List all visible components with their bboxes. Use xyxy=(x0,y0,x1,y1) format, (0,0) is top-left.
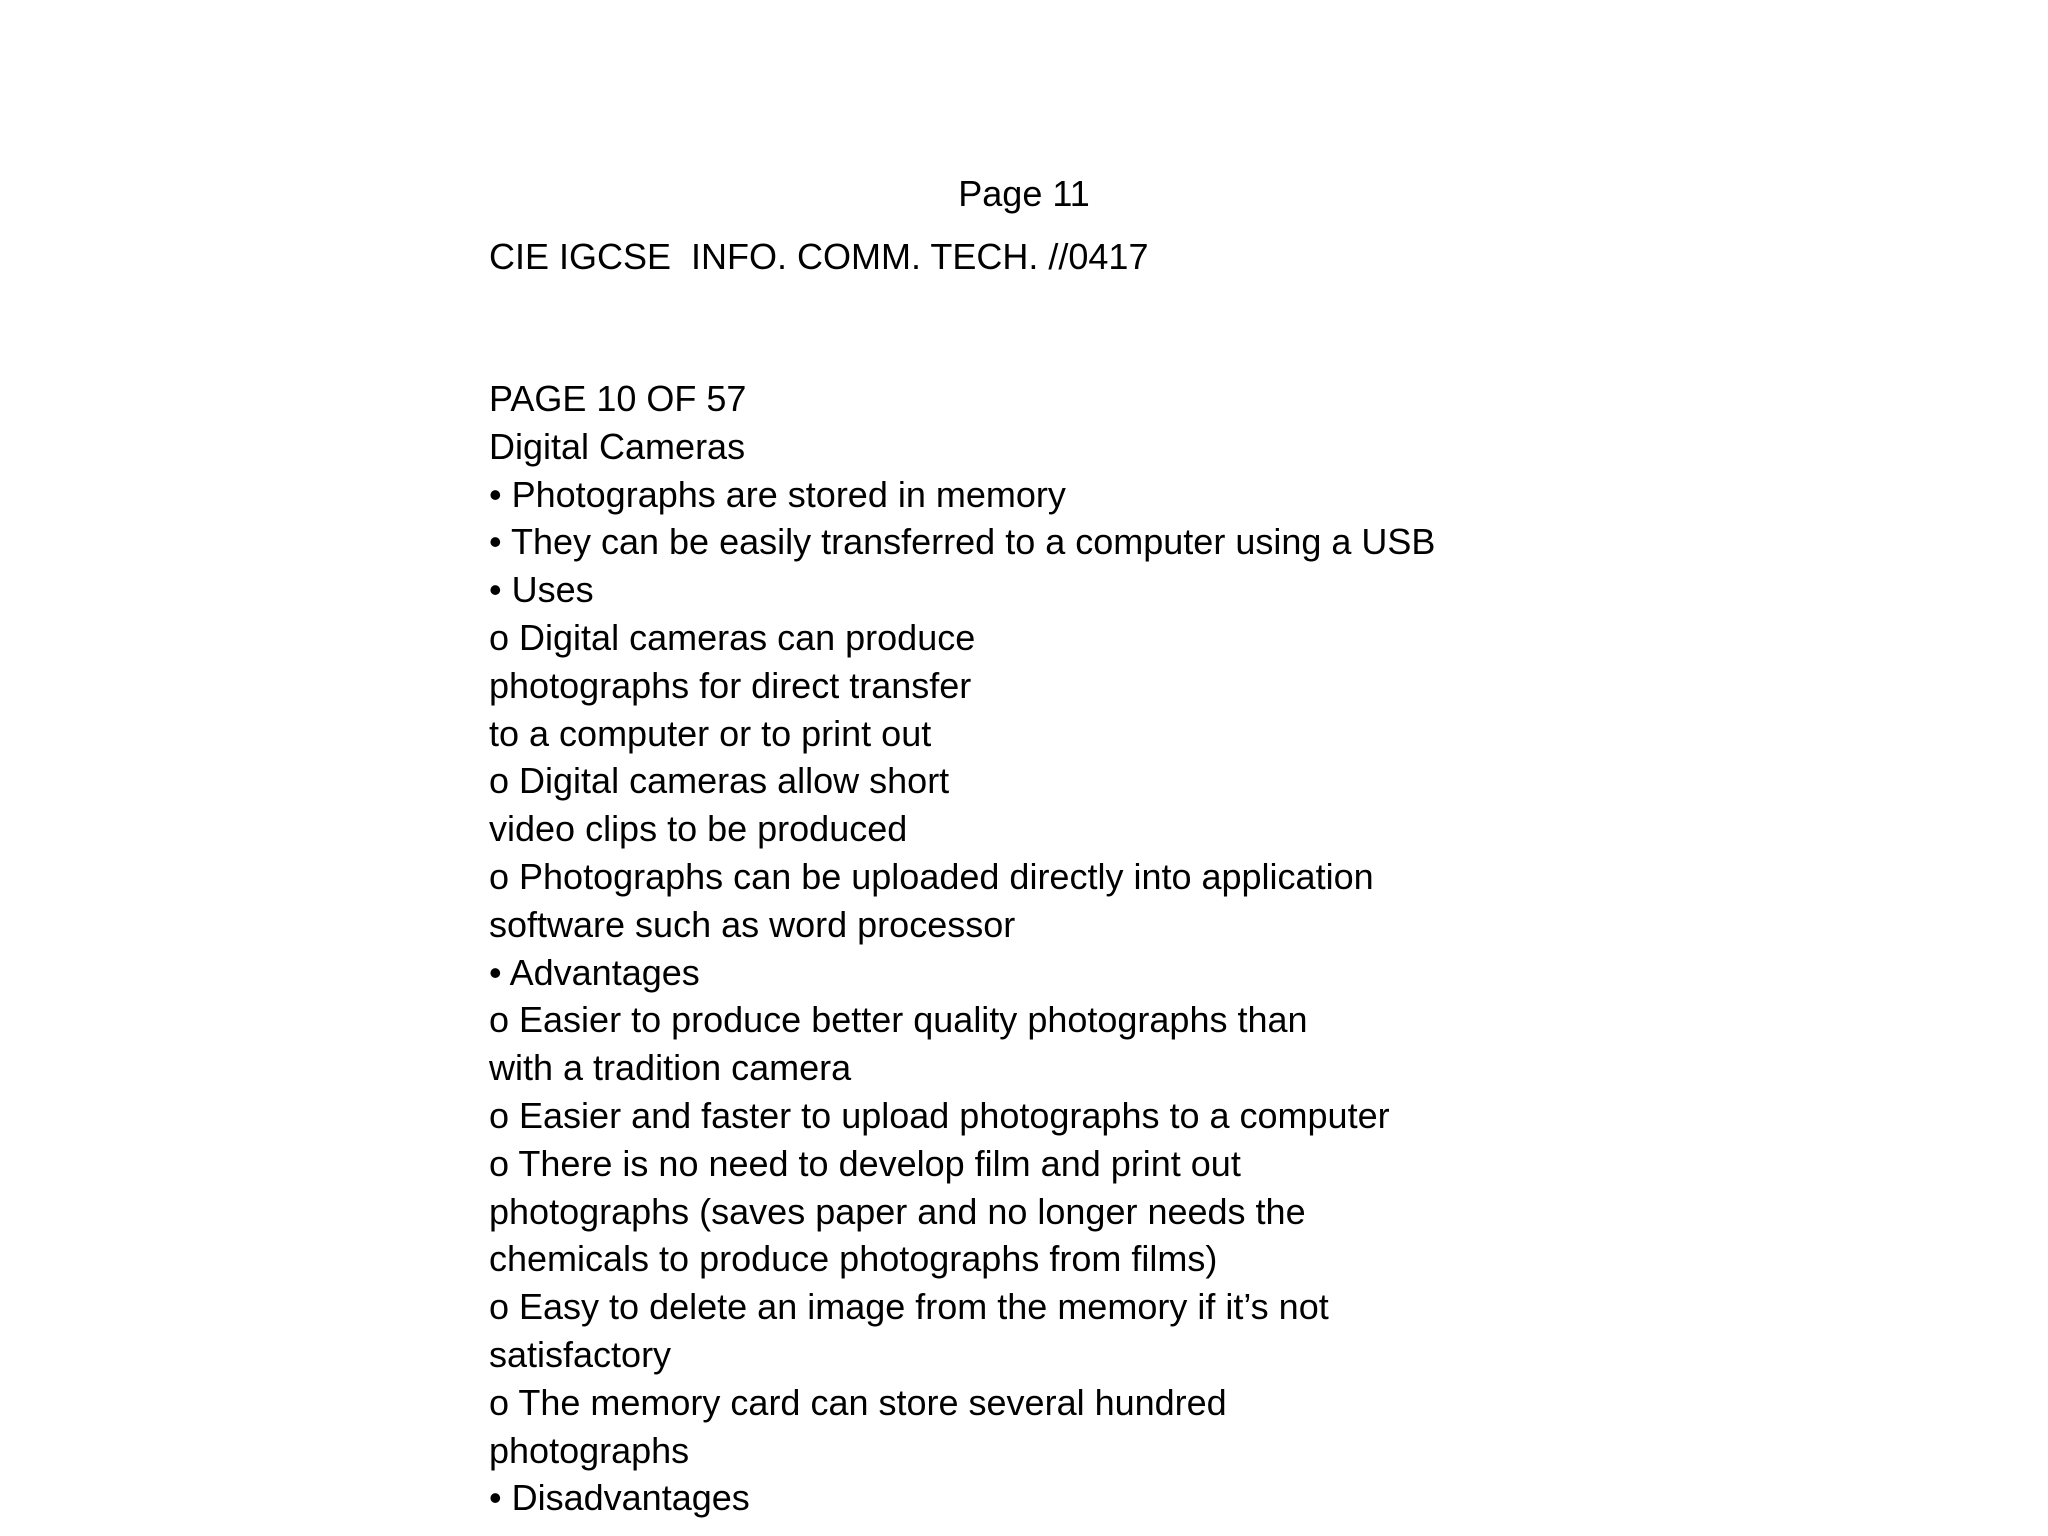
text-line: photographs xyxy=(489,1429,690,1471)
text-line: video clips to be produced xyxy=(489,808,908,850)
course-header: CIE IGCSE INFO. COMM. TECH. //0417 xyxy=(489,236,1149,277)
text-line: • They can be easily transferred to a computer using a USB xyxy=(489,521,1436,563)
text-line: • Advantages xyxy=(489,951,700,993)
text-line: o Easier to produce better quality photographs than xyxy=(489,999,1308,1041)
text-line: • Photographs are stored in memory xyxy=(489,473,1066,515)
document-body xyxy=(489,375,1989,1522)
text-line: o Easy to delete an image from the memory if it’s not xyxy=(489,1286,1329,1328)
text-line: • Uses xyxy=(489,569,594,611)
page-indicator: PAGE 10 OF 57 xyxy=(489,378,747,419)
text-line: o The memory card can store several hundred xyxy=(489,1381,1227,1423)
text-line: o Digital cameras allow short xyxy=(489,760,950,802)
text-line: chemicals to produce photographs from films) xyxy=(489,1238,1218,1280)
text-line: photographs (saves paper and no longer needs the xyxy=(489,1190,1306,1232)
text-line: • Disadvantages xyxy=(489,1477,750,1519)
page-number: Page 11 xyxy=(958,173,1090,214)
text-line: photographs for direct transfer xyxy=(489,664,972,706)
text-line: o Digital cameras can produce xyxy=(489,616,976,658)
text-line: software such as word processor xyxy=(489,903,1016,945)
section-title: Digital Cameras xyxy=(489,425,746,467)
text-line: with a tradition camera xyxy=(489,1047,852,1089)
text-line: o There is no need to develop film and print out xyxy=(489,1142,1241,1184)
text-line: to a computer or to print out xyxy=(489,712,932,754)
text-line: o Easier and faster to upload photographs to a computer xyxy=(489,1094,1390,1136)
text-line: o Photographs can be uploaded directly into application xyxy=(489,855,1374,897)
text-line: satisfactory xyxy=(489,1333,672,1375)
